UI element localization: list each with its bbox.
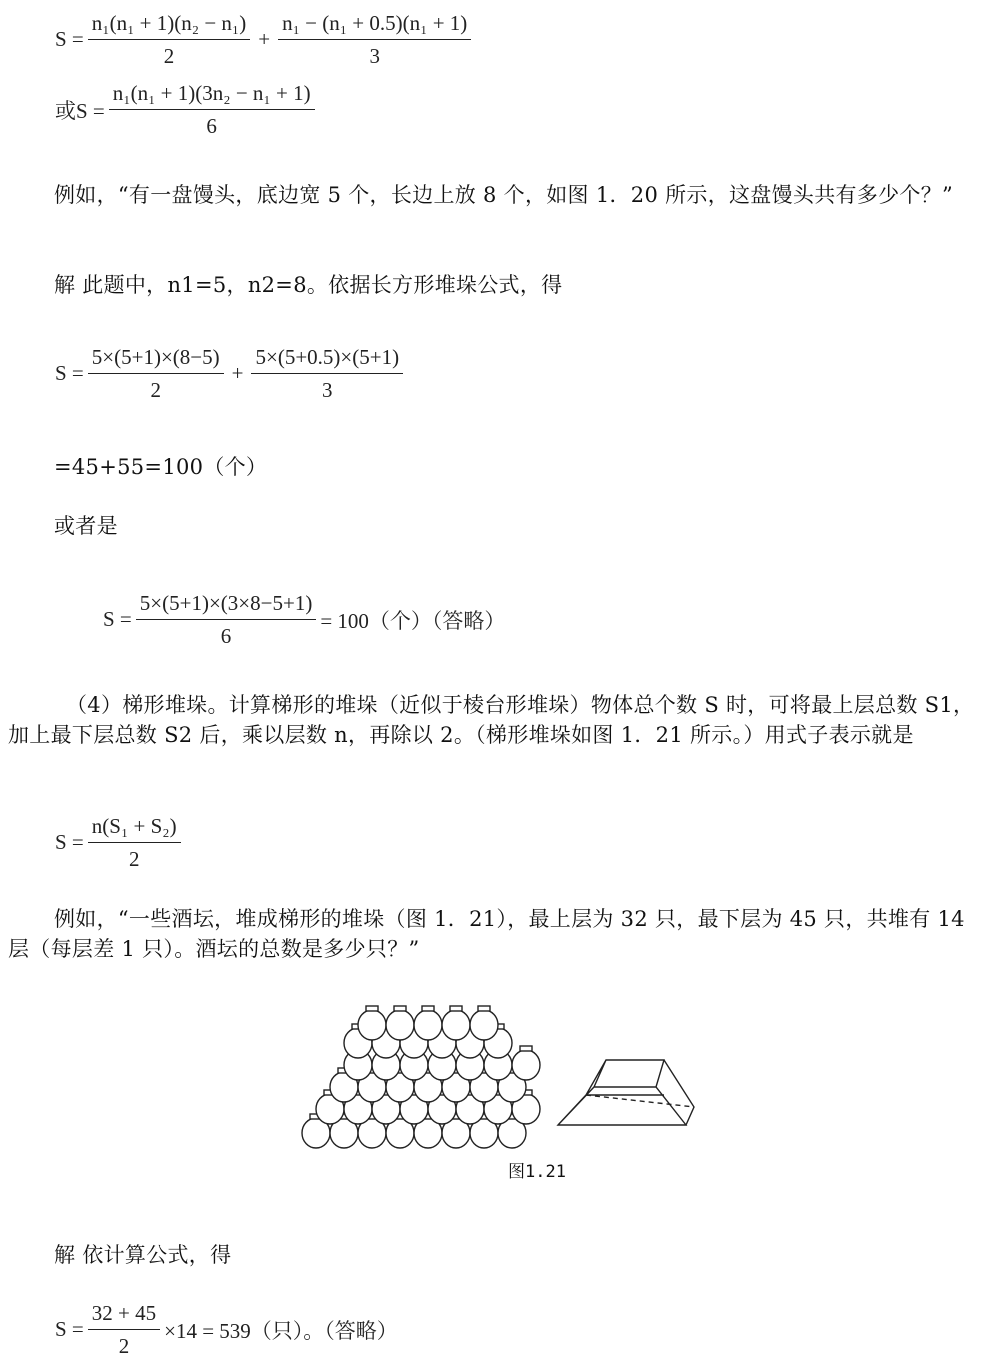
paragraph-solution-1: 解 此题中，n1=5，n2=8。依据长方形堆垛公式，得 <box>54 273 563 297</box>
formula-rhs: = 100（个）（答略） <box>320 608 506 633</box>
numerator: n₁ − (n₁ + 0.5)(n₁ + 1) <box>278 10 471 40</box>
jar <box>386 1006 414 1040</box>
denominator: 6 <box>206 114 217 138</box>
formula-lhs: S = <box>103 607 132 631</box>
formula-lhs: S = <box>55 27 84 51</box>
fraction <box>251 344 403 403</box>
numerator: 32 + 45 <box>88 1300 160 1330</box>
jar <box>358 1006 386 1040</box>
numerator: 5×(5+1)×(8−5) <box>88 344 224 374</box>
paragraph-example-1: 例如，“有一盘馒头，底边宽 5 个，长边上放 8 个，如图 1．20 所示，这盘馒头共有多少个？” <box>54 183 954 207</box>
formula-lhs: 或S = <box>55 98 105 123</box>
formula-lhs: S = <box>55 361 84 385</box>
numerator: n₁(n₁ + 1)(3n₂ − n₁ + 1) <box>109 80 315 110</box>
denominator: 3 <box>322 378 333 402</box>
denominator: 6 <box>220 624 232 648</box>
denominator: 2 <box>118 1334 130 1358</box>
figure-1-21 <box>296 1005 696 1185</box>
numerator: n(S₁ + S₂) <box>88 813 181 843</box>
numerator: 5×(5+1)×(3×8−5+1) <box>136 590 317 620</box>
formula-lhs: S = <box>55 1317 84 1341</box>
denominator: 2 <box>163 44 175 68</box>
formula-general-rect-alt <box>55 80 319 139</box>
formula-example-rect <box>55 344 407 403</box>
paragraph-trapezoid-rule: （4）梯形堆垛。计算梯形的堆垛（近似于棱台形堆垛）物体总个数 S 时，可将最上层总数 S1，加上最下层总数 S2 后，乘以层数 n，再除以 2。（梯形堆垛如图 1．21 所示。）用式子表示就是 <box>8 693 975 747</box>
paragraph-or: 或者是 <box>54 514 118 538</box>
formula-lhs: S = <box>55 830 84 854</box>
jar <box>442 1006 470 1040</box>
jar <box>512 1046 540 1080</box>
denominator: 3 <box>369 44 380 68</box>
formula-rhs: ×14 = 539（只）。（答略） <box>164 1318 398 1343</box>
jar <box>414 1006 442 1040</box>
fraction <box>88 813 181 872</box>
jar <box>470 1006 498 1040</box>
plus-operator: + <box>258 27 271 51</box>
denominator: 2 <box>150 378 161 402</box>
formula-example-rect-alt <box>103 590 505 649</box>
paragraph-result: =45+55=100（个） <box>54 455 268 479</box>
fraction <box>278 10 471 69</box>
numerator: 5×(5+0.5)×(5+1) <box>251 344 403 374</box>
fraction <box>109 80 315 139</box>
fraction <box>88 10 250 69</box>
paragraph-example-2: 例如，“一些酒坛，堆成梯形的堆垛（图 1．21），最上层为 32 只，最下层为 45 只，共堆有 14 层（每层差 1 只）。酒坛的总数是多少只？” <box>8 907 965 961</box>
formula-trapezoid <box>55 813 185 872</box>
numerator: n₁(n₁ + 1)(n₂ − n₁) <box>88 10 250 40</box>
formula-general-rect <box>55 10 475 69</box>
fraction <box>136 590 317 649</box>
figure-caption: 图1.21 <box>508 1162 566 1182</box>
frustum-diagram <box>558 1060 694 1125</box>
frustum-hidden-edges <box>586 1095 694 1107</box>
frustum-edges <box>558 1060 694 1125</box>
fraction <box>88 344 224 403</box>
fraction <box>88 1300 160 1359</box>
formula-example-trapezoid <box>55 1300 398 1359</box>
paragraph-solution-2: 解 依计算公式，得 <box>54 1243 232 1267</box>
denominator: 2 <box>128 847 140 871</box>
jar-stack-illustration <box>296 1005 696 1155</box>
plus-operator: + <box>231 361 244 385</box>
